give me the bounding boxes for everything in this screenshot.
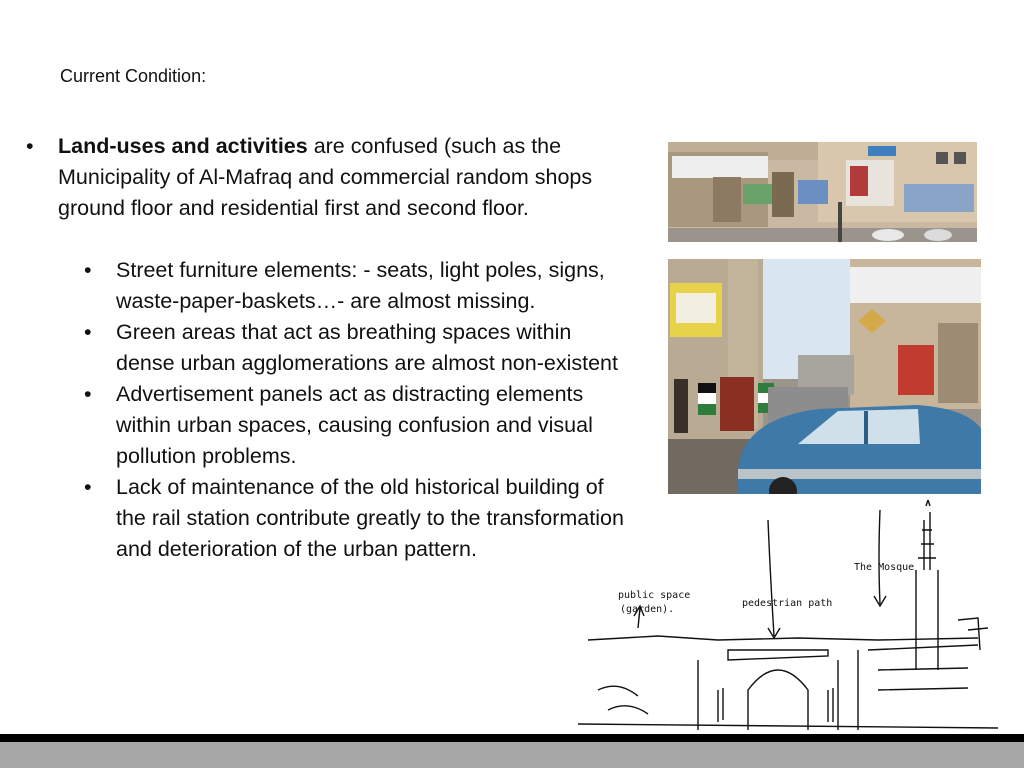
main-bullet bbox=[26, 131, 626, 224]
sub-bullet-advertisement bbox=[84, 379, 626, 472]
sketch-label-mosque: The Mosque bbox=[854, 562, 915, 573]
sub-bullet-text: Advertisement panels act as distracting elements within urban spaces, causing confusion and visual pollution problems. bbox=[116, 382, 593, 468]
footer-bar bbox=[0, 742, 1024, 768]
sketch-label-garden: (garden). bbox=[620, 604, 675, 615]
content-area bbox=[26, 131, 626, 565]
bullet-dot: • bbox=[84, 258, 92, 282]
street-photo-bottom-image bbox=[668, 259, 981, 494]
sub-bullet-text: Lack of maintenance of the old historical building of the rail station contribute greatly to the transformation and deterioration of the urban pattern. bbox=[116, 475, 624, 561]
street-photo-bottom bbox=[668, 259, 981, 494]
main-bullet-bold: Land-uses and activities bbox=[58, 134, 308, 158]
main-bullet-text: are confused (such as the Municipality of Al-Mafraq and commercial random shops ground floor and residential first and second floor. bbox=[58, 134, 593, 220]
sub-bullet-green-areas bbox=[84, 317, 626, 379]
sub-bullet-text: Street furniture elements: - seats, light poles, signs, waste-paper-baskets…- are almost missing. bbox=[116, 258, 605, 313]
sub-bullet-street-furniture bbox=[84, 255, 626, 317]
bullet-dot: • bbox=[84, 320, 92, 344]
sketch-label-public-space: public space bbox=[618, 590, 691, 601]
footer-band bbox=[0, 734, 1024, 742]
hand-sketch bbox=[578, 500, 998, 734]
sub-bullet-list bbox=[26, 255, 626, 565]
sub-bullet-maintenance bbox=[84, 472, 626, 565]
bullet-dot: • bbox=[84, 475, 92, 499]
street-photo-top bbox=[668, 142, 977, 242]
bullet-dot: • bbox=[84, 382, 92, 406]
hand-sketch-drawing bbox=[578, 500, 998, 734]
bullet-dot: • bbox=[26, 134, 34, 158]
sub-bullet-text: Green areas that act as breathing spaces within dense urban agglomerations are almost non-existent bbox=[116, 320, 618, 375]
street-photo-top-image bbox=[668, 142, 977, 242]
slide-heading: Current Condition: bbox=[60, 66, 207, 86]
sketch-label-pedestrian-path: pedestrian path bbox=[742, 598, 833, 609]
